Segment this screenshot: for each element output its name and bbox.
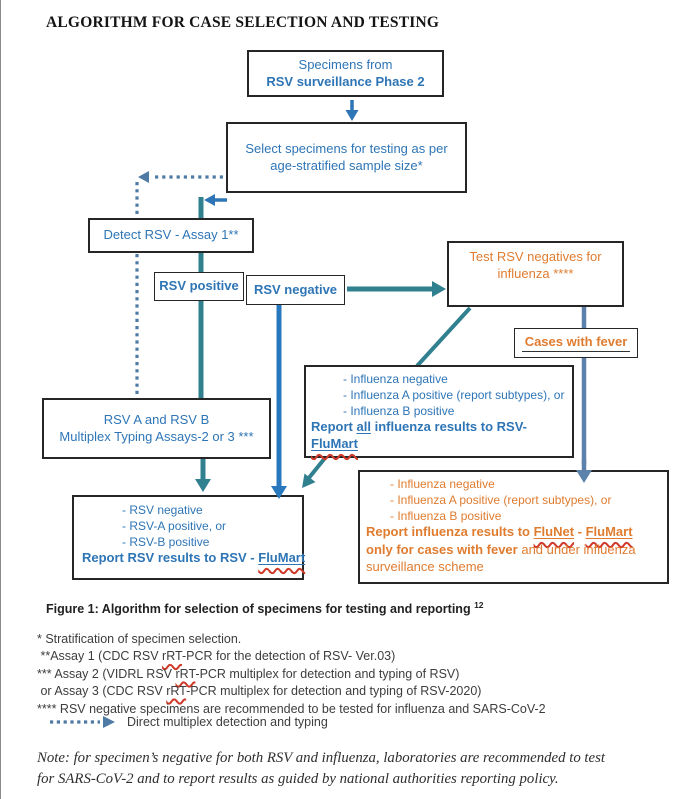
- line-testflu-to-fluresults: [417, 308, 470, 366]
- flu-results-report-line1: [311, 419, 527, 436]
- figure-caption: [46, 600, 484, 616]
- rsv-positive-label: RSV positive: [159, 278, 239, 294]
- flu-report-bold2: only for cases with fever: [366, 542, 518, 558]
- flumart-term: FluMart: [311, 436, 358, 452]
- flu-report-item: - Influenza negative: [390, 477, 495, 491]
- multiplex-line2: Multiplex Typing Assays-2 or 3 ***: [59, 428, 254, 444]
- arrow-rsvneg-to-rsvreport: [271, 305, 287, 499]
- flu-report-dash: -: [574, 524, 586, 540]
- legend-direct-multiplex: [48, 715, 328, 729]
- rrt-term: rRT: [166, 684, 187, 699]
- box-rsv-negative: [246, 275, 345, 305]
- test-negatives-line2: influenza ****: [497, 265, 574, 281]
- box-specimens: [247, 50, 444, 97]
- report-prefix: Report: [311, 419, 357, 435]
- box-select-specimens: [226, 122, 467, 193]
- arrow-rsvneg-to-testflu: [347, 281, 446, 297]
- arrow-specimens-to-select: [346, 100, 359, 121]
- bottom-note: [37, 748, 652, 791]
- detect-label: Detect RSV - Assay 1**: [103, 227, 239, 243]
- box-test-negatives: [447, 241, 624, 307]
- footnote-5: **** RSV negative specimens are recommended to be tested for influenza and SARS-CoV-2: [37, 701, 546, 716]
- rsv-negative-label: RSV negative: [253, 281, 338, 297]
- legend-label: Direct multiplex detection and typing: [127, 715, 328, 729]
- flu-report-bold1: Report influenza results to: [366, 524, 534, 540]
- select-line1: Select specimens for testing as per: [245, 140, 448, 156]
- box-flu-report: [358, 470, 669, 584]
- footnote-4: or Assay 3 (CDC RSV rRT-PCR multiplex for detection and typing of RSV-2020): [37, 684, 482, 699]
- flunet-term: FluNet: [533, 524, 575, 540]
- select-line2: age-stratified sample size*: [270, 157, 423, 173]
- arrow-fluresults-to-rsvreport: [296, 458, 325, 492]
- flu-results-item: - Influenza B positive: [343, 403, 455, 418]
- footnote-1: * Stratification of specimen selection.: [37, 632, 242, 646]
- flu-report-rest2: and under influenza: [517, 542, 636, 558]
- flu-results-item: - Influenza negative: [343, 372, 448, 386]
- figure-caption-text: Figure 1: Algorithm for selection of specimens for testing and reporting: [46, 602, 475, 617]
- box-detect-rsv: [88, 218, 254, 253]
- flu-report-report-line: [366, 524, 633, 541]
- test-negatives-line1: Test RSV negatives for: [469, 249, 602, 264]
- flu-report-item: - Influenza A positive (report subtypes), or: [390, 492, 612, 507]
- rsv-report-report-line: [82, 550, 305, 567]
- rsv-report-item: - RSV-A positive, or: [122, 518, 227, 533]
- flu-report-rest3: surveillance scheme: [366, 558, 484, 574]
- box-rsv-positive: [154, 272, 244, 301]
- rsv-report-item: - RSV negative: [122, 503, 203, 517]
- figure-caption-superscript: 12: [474, 600, 484, 610]
- flu-report-condition-line: [366, 541, 636, 559]
- report-all-underlined: all: [356, 419, 371, 435]
- specimens-line1: Specimens from: [298, 56, 393, 72]
- rrt-term: rRT: [175, 666, 196, 681]
- note-line2: for SARS-CoV-2 and to report results as guided by national authorities reporting policy.: [37, 771, 559, 788]
- rrt-term: rRT: [162, 649, 182, 664]
- flu-results-report-line2: [311, 436, 358, 453]
- box-multiplex-typing: [42, 398, 271, 459]
- flumart-term: FluMart: [258, 550, 306, 566]
- box-rsv-report: [72, 495, 304, 580]
- rsv-report-prefix: Report RSV results to RSV -: [82, 550, 259, 566]
- flumart-term: FluMart: [585, 524, 633, 540]
- box-influenza-results: [304, 365, 574, 458]
- multiplex-line1: RSV A and RSV B: [103, 411, 210, 427]
- flu-report-item: - Influenza B positive: [390, 508, 502, 523]
- specimens-line2: RSV surveillance Phase 2: [266, 73, 425, 89]
- note-line1: Note: for specimen’s negative for both RSV and influenza, laboratories are recommended to test: [37, 750, 605, 766]
- arrow-multiplex-to-rsvreport: [195, 459, 211, 492]
- footnote-2: **Assay 1 (CDC RSV rRT-PCR for the detection of RSV- Ver.03): [37, 649, 396, 664]
- arrow-select-to-detect: [204, 194, 227, 206]
- box-cases-with-fever: [514, 328, 638, 358]
- page-title: ALGORITHM FOR CASE SELECTION AND TESTING: [46, 14, 440, 31]
- report-mid: influenza results to RSV-: [370, 419, 527, 435]
- dotted-arrow-icon: [48, 715, 118, 729]
- footnote-3: *** Assay 2 (VIDRL RSV rRT-PCR multiplex for detection and typing of RSV): [37, 666, 460, 681]
- cases-fever-label: Cases with fever: [522, 334, 631, 353]
- footnotes: [37, 631, 546, 718]
- flu-results-item: - Influenza A positive (report subtypes), or: [343, 387, 565, 402]
- rsv-report-item: - RSV-B positive: [122, 534, 210, 549]
